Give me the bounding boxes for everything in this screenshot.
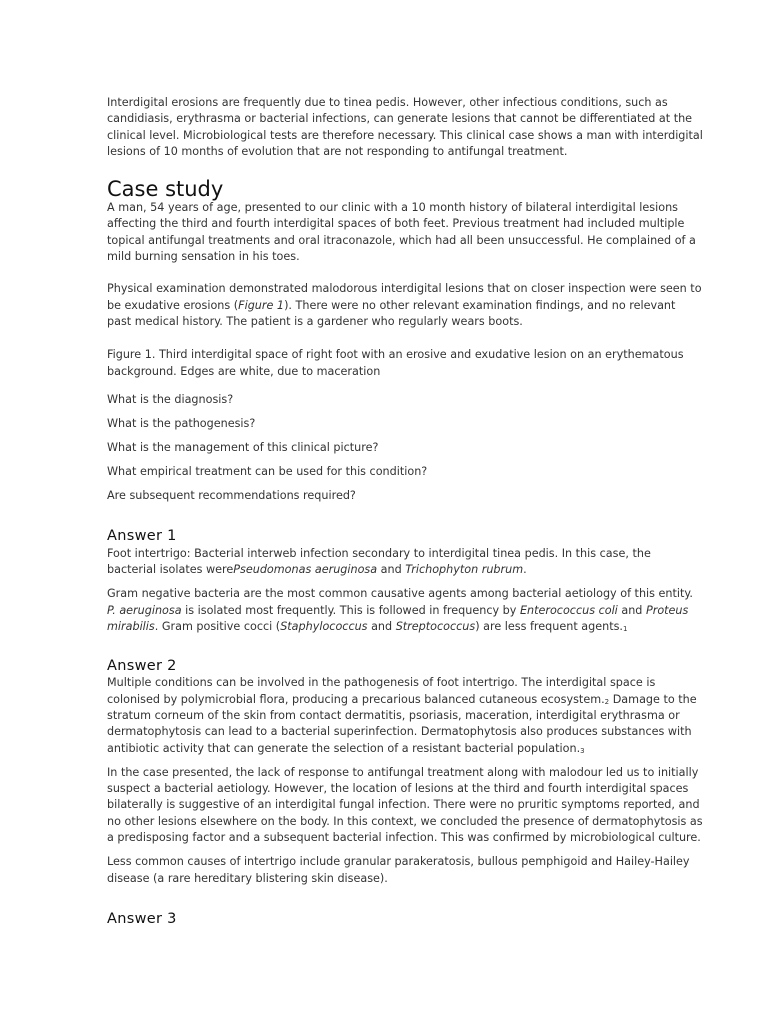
question-item: What is the diagnosis?	[107, 392, 234, 406]
case-paragraph-1: A man, 54 years of age, presented to our clinic with a 10 month history of bilateral interdigital lesions affecting the third and fourth interdigital spaces of both feet. Previous treatment had included multiple topical antifungal treatments and oral itraconazole, which had all been unsuccessful. He complained of a mild burning sensation in his toes.	[107, 201, 696, 264]
article-body	[107, 95, 703, 928]
answer-1-paragraph-2: Gram negative bacteria are the most common causative agents among bacterial aetiology of this entity. P. aeruginosa is isolated most frequently. This is followed in frequency by Enterococcus coli and Proteus mirabilis. Gram positive cocci (Staphylococcus and Streptococcus) are less frequent agents.$^1$	[107, 587, 693, 634]
question-item: What is the management of this clinical picture?	[107, 440, 379, 454]
question-item: What empirical treatment can be used for this condition?	[107, 464, 428, 478]
answer-3-heading: Answer 3	[107, 910, 177, 927]
case-paragraph-2: Physical examination demonstrated malodorous interdigital lesions that on closer inspection were seen to be exudative erosions (Figure 1). There were no other relevant examination findings, and no relevant past medical history. The patient is a gardener who regularly wears boots.	[107, 282, 702, 328]
answer-2-heading: Answer 2	[107, 658, 177, 675]
answer-2-paragraph-1: Multiple conditions can be involved in the pathogenesis of foot intertrigo. The interdigital space is colonised by polymicrobial flora, producing a precarious balanced cutaneous ecosystem.$^2$ Damage to the stratum corneum of the skin from contact dermatitis, psoriasis, maceration, interdigital erythrasma or dermatophytosis can lead to a bacterial superinfection. Dermatophytosis also produces substances with antibiotic activity that can generate the selection of a resistant bacterial population.$^3$	[107, 676, 697, 755]
answer-1-paragraph-1: Foot intertrigo: Bacterial interweb infection secondary to interdigital tinea pedis. In this case, the bacterial isolates werePseudomonas aeruginosa and Trichophyton rubrum.	[107, 546, 651, 577]
case-study-heading: Case study	[107, 177, 224, 202]
question-item: What is the pathogenesis?	[107, 416, 256, 430]
intro-paragraph: Interdigital erosions are frequently due to tinea pedis. However, other infectious conditions, such as candidiasis, erythrasma or bacterial infections, can generate lesions that cannot be differentiated at the clinical level. Microbiological tests are therefore necessary. This clinical case shows a man with interdigital lesions of 10 months of evolution that are not responding to antifungal treatment.	[107, 96, 703, 158]
reference-link[interactable]: 3	[580, 746, 585, 755]
answer-2-paragraph-2: In the case presented, the lack of response to antifungal treatment along with malodour led us to initially suspect a bacterial aetiology. However, the location of lesions at the third and fourth interdigital spaces bilaterally is suggestive of an interdigital fungal infection. There were no pruritic symptoms reported, and no other lesions elsewhere on the body. In this context, we concluded the presence of dermatophytosis as a predisposing factor and a subsequent bacterial infection. This was confirmed by microbiological culture.	[107, 765, 703, 845]
answer-2-paragraph-3: Less common causes of intertrigo include granular parakeratosis, bullous pemphigoid and Hailey-Hailey disease (a rare hereditary blistering skin disease).	[107, 855, 690, 885]
question-item: Are subsequent recommendations required?	[107, 488, 356, 502]
question-list	[107, 392, 703, 504]
reference-link[interactable]: 2	[604, 697, 610, 706]
reference-link[interactable]: 1	[622, 625, 628, 634]
answer-1-heading: Answer 1	[107, 527, 177, 544]
figure-link[interactable]: Figure 1	[238, 298, 285, 312]
figure-caption: Figure 1. Third interdigital space of right foot with an erosive and exudative lesion on an erythematous background. Edges are white, due to maceration	[107, 348, 684, 378]
